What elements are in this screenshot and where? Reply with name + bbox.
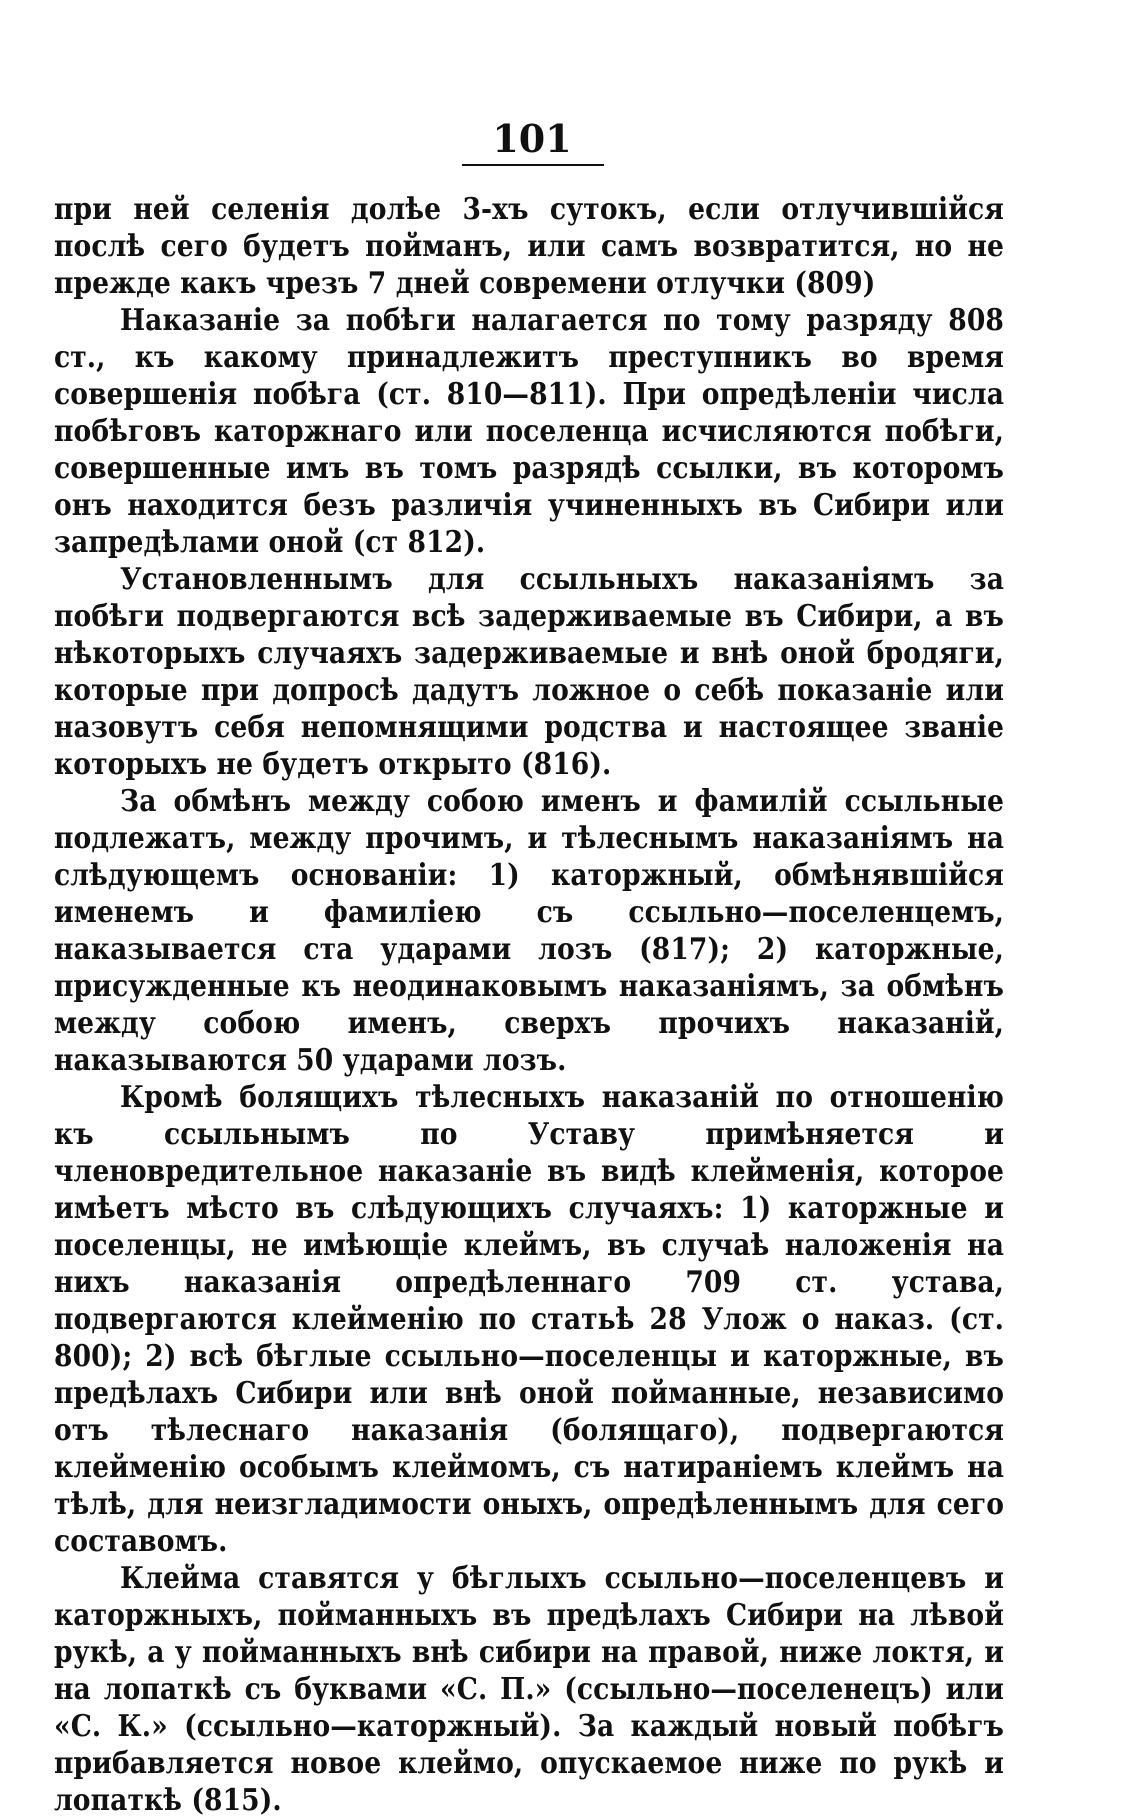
paragraph-5: Кромѣ болящихъ тѣлесныхъ наказаній по отношенію къ ссыльнымъ по Уставу примѣняется и членовредительное наказаніе въ видѣ клейменія, которое имѣетъ мѣсто въ слѣдующихъ случаяхъ: 1) каторжные и поселенцы, не имѣющіе клеймъ, въ случаѣ наложенія на нихъ наказанія опредѣленнаго 709 ст. устава, подвергаются клейменію по статьѣ 28 Улож о наказ. (ст. 800); 2) всѣ бѣглые ссыльно—поселенцы и каторжные, въ предѣлахъ Сибири или внѣ оной пойманные, независимо отъ тѣлеснаго наказанія (болящаго), подвергаются клейменію особымъ клеймомъ, съ натираніемъ клеймъ на тѣлѣ, для неизгладимости оныхъ, опредѣленнымъ для сего составомъ. xyxy=(54,1079,1004,1558)
paragraph-1: при ней селенія долѣе 3-хъ сутокъ, если отлучившійся послѣ сего будетъ пойманъ, или самъ возвратится, но не прежде какъ чрезъ 7 дней современи отлучки (809) xyxy=(54,191,1004,300)
paragraph-6: Клейма ставятся у бѣглыхъ ссыльно—поселенцевъ и каторжныхъ, пойманныхъ въ предѣлахъ Сибири на лѣвой рукѣ, а у пойманныхъ внѣ сибири на правой, ниже локтя, и на лопаткѣ съ буквами «С. П.» (ссыльно—поселенецъ) или «С. К.» (ссыльно—каторжный). За каждый новый побѣгъ прибавляется новое клеймо, опускаемое ниже по рукѣ и лопаткѣ (815). xyxy=(54,1560,1004,1817)
page-number-underline xyxy=(462,164,604,166)
paragraph-2: Наказаніе за побѣги налагается по тому разряду 808 ст., къ какому принадлежитъ преступникъ во время совершенія побѣга (ст. 810—811). При опредѣленіи числа побѣговъ каторжнаго или поселенца исчисляются побѣги, совершенные имъ въ томъ разрядѣ ссылки, въ которомъ онъ находится безъ различія учиненныхъ въ Сибири или запредѣлами оной (ст 812). xyxy=(54,302,1004,559)
page-number: 101 xyxy=(492,116,572,161)
paragraph-4: За обмѣнъ между собою именъ и фамилій ссыльные подлежатъ, между прочимъ, и тѣлеснымъ наказаніямъ на слѣдующемъ основаніи: 1) каторжный, обмѣнявшійся именемъ и фамиліею съ ссыльно—поселенцемъ, наказывается ста ударами лозъ (817); 2) каторжные, присужденные къ неодинаковымъ наказаніямъ, за обмѣнъ между собою именъ, сверхъ прочихъ наказаній, наказываются 50 ударами лозъ. xyxy=(54,783,1004,1077)
paragraph-3: Установленнымъ для ссыльныхъ наказаніямъ за побѣги подвергаются всѣ задерживаемые въ Сибири, а въ нѣкоторыхъ случаяхъ задерживаемые и внѣ оной бродяги, которые при допросѣ дадутъ ложное о себѣ показаніе или назовутъ себя непомнящими родства и настоящее званіе которыхъ не будетъ открыто (816). xyxy=(54,561,1004,781)
page-body xyxy=(54,190,1004,1818)
